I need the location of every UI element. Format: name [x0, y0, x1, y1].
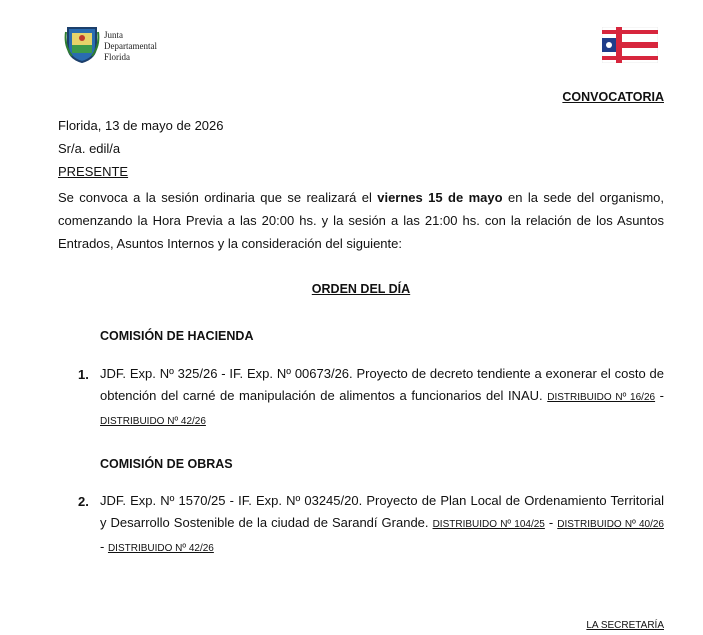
- distribuido-link[interactable]: DISTRIBUIDO Nº 104/25: [432, 519, 545, 530]
- agenda-item-text: JDF. Exp. Nº 1570/25 - IF. Exp. Nº 03245/20. Proyecto de Plan Local de Ordenamiento Territorial y Desarrollo Sostenible de la ciudad de Sarandí Grande.: [100, 493, 664, 530]
- intro-text-rest: en la sede del organismo, comenzando la Hora Previa a las 20:00 hs. y la sesión a las 21:00 hs. con la relación de los Asuntos Entrados, Asuntos Internos y la consideración del siguiente:: [58, 190, 664, 251]
- distribuido-link[interactable]: DISTRIBUIDO Nº 42/26: [100, 416, 206, 427]
- logo-text-line: Departamental: [104, 41, 157, 51]
- distribuido-link[interactable]: DISTRIBUIDO Nº 16/26: [547, 392, 656, 403]
- signature: LA SECRETARÍA: [586, 620, 664, 631]
- logo-text-line: Florida: [104, 52, 130, 62]
- intro-text: Se convoca a la sesión ordinaria que se realizará el: [58, 190, 378, 205]
- agenda-item-1: JDF. Exp. Nº 325/26 - IF. Exp. Nº 00673/26. Proyecto de decreto tendiente a exonerar el costo de obtención del carné de manipulación de alimentos a funcionarios del INAU. DISTRIBUIDO Nº 16/26 - DISTRIBUIDO Nº 42/26: [100, 366, 664, 427]
- letter-date: Florida, 13 de mayo de 2026: [58, 118, 224, 133]
- agenda-item-number: 2.: [78, 494, 89, 509]
- letter-greeting: PRESENTE: [58, 164, 129, 179]
- agenda-title: ORDEN DEL DÍA: [311, 282, 411, 296]
- distribuido-link[interactable]: DISTRIBUIDO Nº 42/26: [107, 543, 214, 554]
- section-heading-hacienda: COMISIÓN DE HACIENDA: [100, 329, 254, 343]
- institution-name: [104, 30, 157, 63]
- coat-of-arms-icon: [64, 24, 100, 64]
- document-title: CONVOCATORIA: [562, 90, 664, 104]
- agenda-item-2: JDF. Exp. Nº 1570/25 - IF. Exp. Nº 03245/20. Proyecto de Plan Local de Ordenamiento Territorial y Desarrollo Sostenible de la ciudad de Sarandí Grande. DISTRIBUIDO Nº 104/25 - DISTRIBUIDO Nº 40/26 - DISTRIBUIDO Nº 42/26: [100, 493, 664, 554]
- logo-text-line: Junta: [104, 30, 123, 40]
- distribuido-link[interactable]: DISTRIBUIDO Nº 40/26: [557, 519, 664, 530]
- agenda-item-number: 1.: [78, 367, 89, 382]
- agenda-item-text: JDF. Exp. Nº 325/26 - IF. Exp. Nº 00673/26. Proyecto de decreto tendiente a exonerar el costo de obtención del carné de manipulación de alimentos a funcionarios del INAU.: [100, 366, 664, 403]
- intro-paragraph: [58, 186, 664, 255]
- session-date: viernes 15 de mayo: [377, 190, 503, 205]
- letter-recipient: Sr/a. edil/a: [58, 141, 121, 156]
- section-heading-obras: COMISIÓN DE OBRAS: [100, 457, 233, 471]
- florida-flag-icon: [602, 27, 658, 63]
